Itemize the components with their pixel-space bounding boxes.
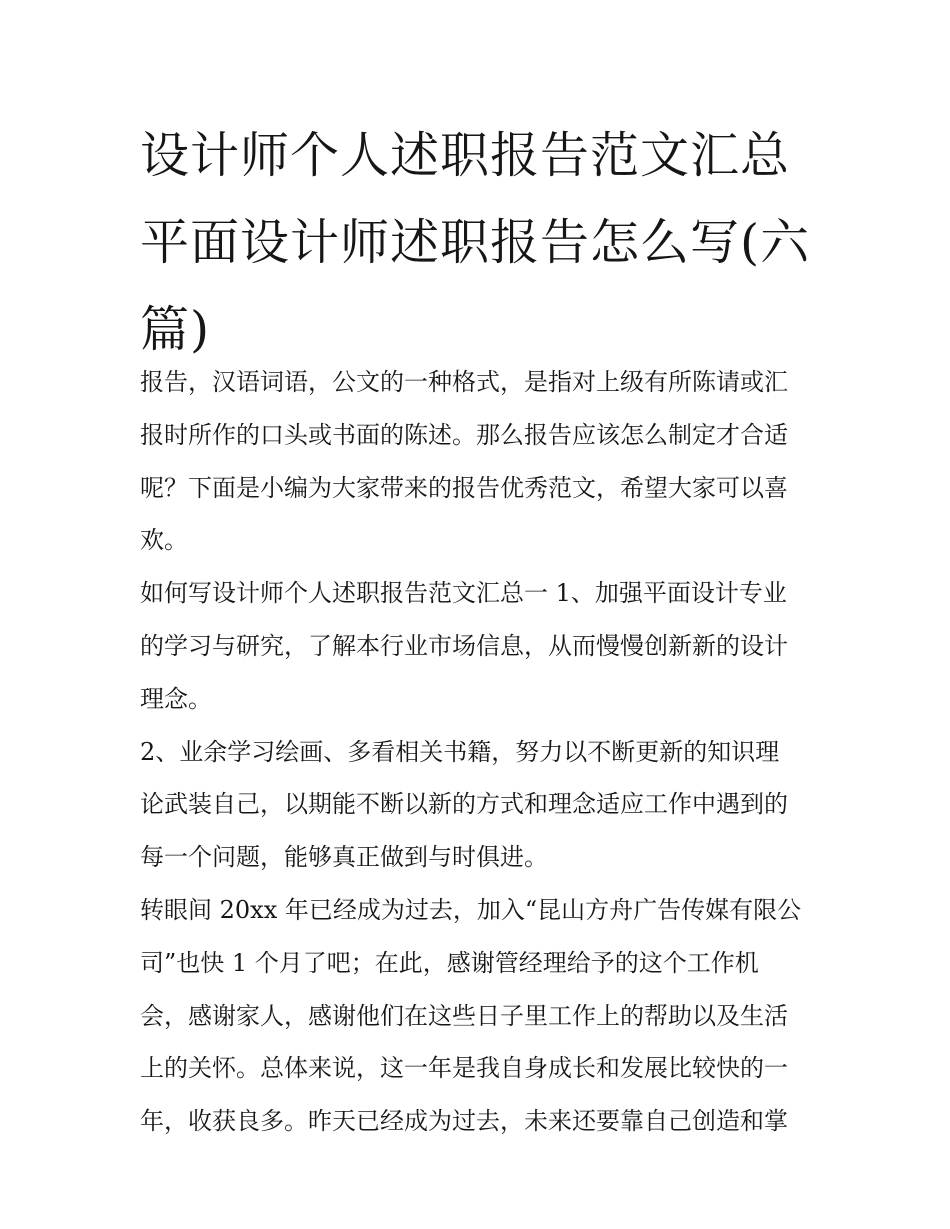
text-line: 每一个问题，能够真正做到与时俱进。 — [140, 843, 548, 872]
title-line: 篇) — [140, 301, 211, 358]
section-one-paragraph — [140, 567, 812, 725]
text-line: 如何写设计师个人述职报告范文汇总一 1、加强平面设计专业 — [140, 579, 787, 608]
text-line: 的学习与研究，了解本行业市场信息，从而慢慢创新新的设计 — [140, 631, 788, 660]
text-line: 转眼间 20xx 年已经成为过去，加入“昆山方舟广告传媒有限公 — [140, 895, 802, 924]
document-title — [140, 112, 820, 373]
title-line: 平面设计师述职报告怎么写(六 — [140, 214, 811, 271]
title-line: 设计师个人述职报告范文汇总 — [140, 127, 791, 184]
intro-paragraph — [140, 356, 812, 567]
text-line: 欢。 — [140, 526, 188, 555]
text-line: 理念。 — [140, 684, 212, 713]
text-line: 报时所作的口头或书面的陈述。那么报告应该怎么制定才合适 — [140, 420, 788, 449]
text-line: 报告，汉语词语，公文的一种格式，是指对上级有所陈请或汇 — [140, 368, 788, 396]
review-paragraph — [140, 884, 812, 1148]
text-line: 年，收获良多。昨天已经成为过去，未来还要靠自己创造和掌 — [140, 1107, 788, 1136]
text-line: 2、业余学习绘画、多看相关书籍，努力以不断更新的知识理 — [140, 737, 780, 766]
text-line: 上的关怀。总体来说，这一年是我自身成长和发展比较快的一 — [140, 1054, 788, 1083]
section-two-paragraph — [140, 726, 812, 884]
text-line: 司”也快 1 个月了吧；在此，感谢管经理给予的这个工作机 — [140, 948, 759, 977]
text-line: 呢？下面是小编为大家带来的报告优秀范文，希望大家可以喜 — [140, 473, 788, 502]
text-line: 会，感谢家人，感谢他们在这些日子里工作上的帮助以及生活 — [140, 1001, 788, 1030]
document-body — [140, 356, 812, 1148]
text-line: 论武装自己，以期能不断以新的方式和理念适应工作中遇到的 — [140, 790, 788, 819]
